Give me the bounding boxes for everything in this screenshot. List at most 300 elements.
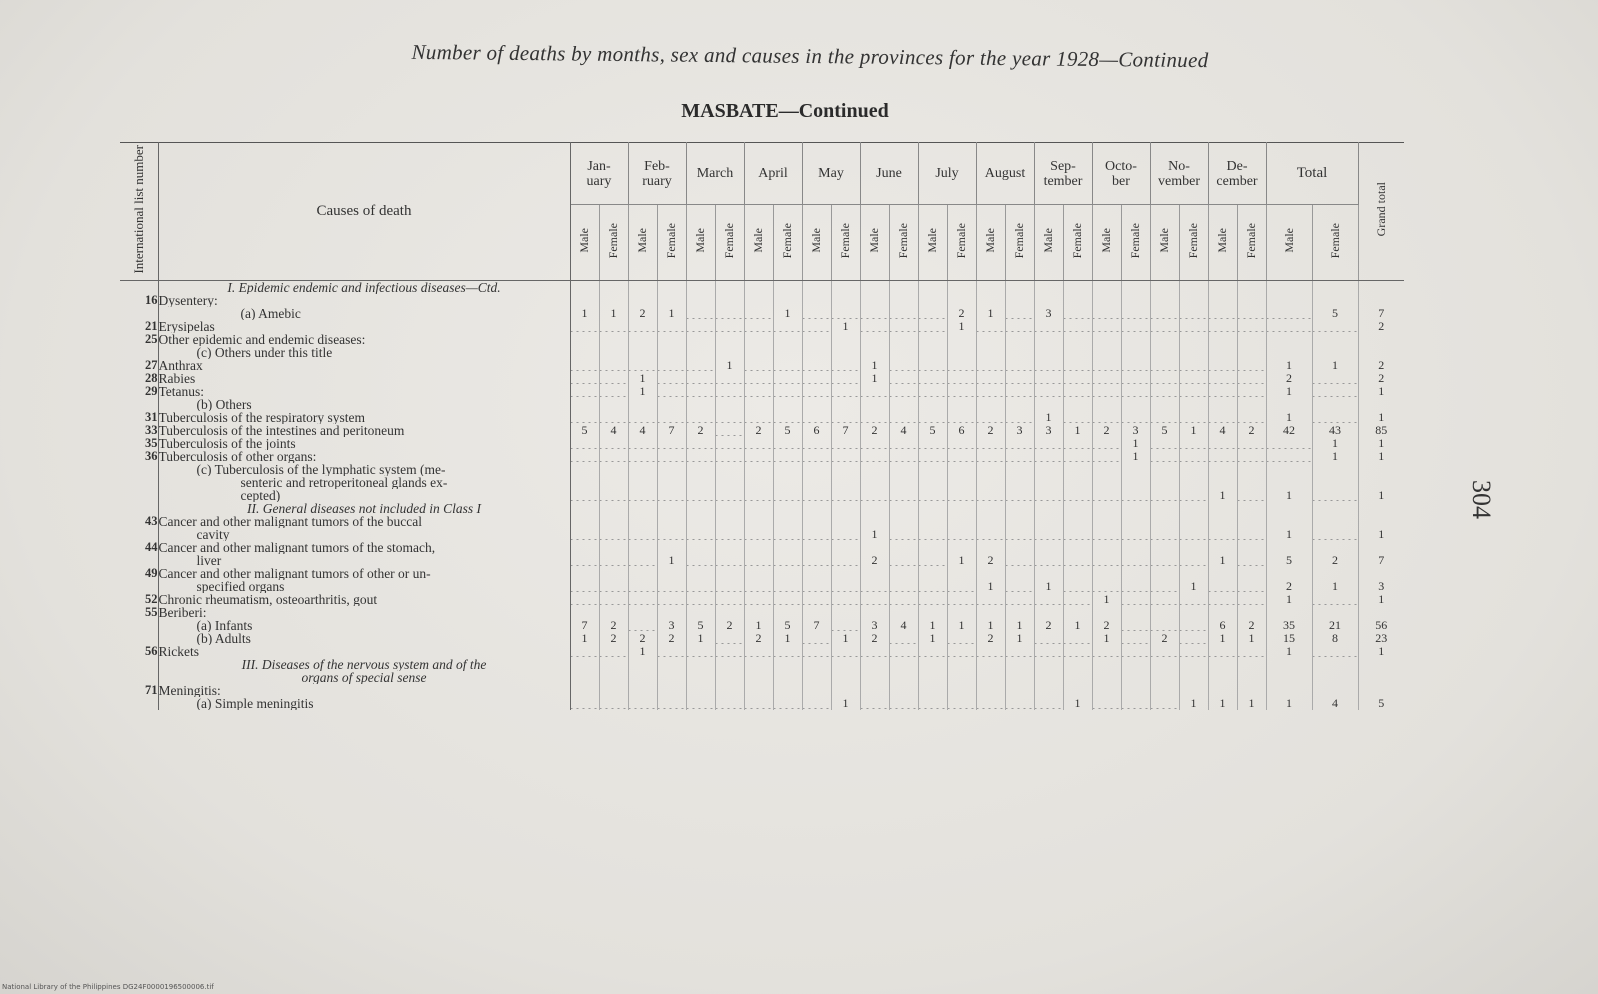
month-value — [1092, 515, 1121, 528]
month-value — [1005, 671, 1034, 684]
total-value: 2 — [1266, 372, 1312, 385]
month-value — [773, 437, 802, 450]
month-value — [918, 567, 947, 580]
month-value — [889, 476, 918, 489]
grand-total-value — [1358, 567, 1404, 580]
month-value: 4 — [599, 424, 628, 437]
month-value — [889, 528, 918, 541]
month-value — [1150, 567, 1179, 580]
month-value — [918, 580, 947, 593]
month-value — [570, 476, 599, 489]
month-value — [686, 294, 715, 307]
month-value — [1063, 411, 1092, 424]
month-value — [1179, 554, 1208, 567]
month-value — [976, 372, 1005, 385]
cause-name: liver — [158, 554, 570, 567]
month-value — [918, 476, 947, 489]
month-value: 2 — [1092, 424, 1121, 437]
month-value — [1179, 437, 1208, 450]
month-value — [976, 359, 1005, 372]
month-value — [860, 671, 889, 684]
month-value: 1 — [947, 554, 976, 567]
cause-name: senteric and retroperitoneal glands ex- — [158, 476, 570, 489]
header-female — [657, 205, 686, 281]
month-value — [1150, 281, 1179, 295]
month-value — [1179, 411, 1208, 424]
table-row — [120, 411, 1404, 424]
total-value: 1 — [1266, 359, 1312, 372]
month-value — [744, 359, 773, 372]
month-value — [1034, 567, 1063, 580]
header-male — [570, 205, 599, 281]
month-value — [715, 645, 744, 658]
month-value — [744, 333, 773, 346]
month-value — [802, 476, 831, 489]
total-value: 2 — [1312, 554, 1358, 567]
header-month: April — [744, 143, 802, 205]
month-value — [1063, 684, 1092, 697]
total-value: 1 — [1312, 580, 1358, 593]
month-value — [860, 567, 889, 580]
month-value — [802, 346, 831, 359]
month-value — [947, 437, 976, 450]
grand-total-value: 5 — [1378, 697, 1385, 710]
month-value — [773, 593, 802, 606]
cause-name: Other epidemic and endemic diseases: — [158, 333, 570, 346]
month-value — [1005, 346, 1034, 359]
page-number: 304 — [1467, 480, 1496, 519]
month-value — [570, 463, 599, 476]
month-value — [1005, 294, 1034, 307]
month-value — [715, 294, 744, 307]
month-value — [860, 502, 889, 515]
month-value — [947, 385, 976, 398]
month-value — [1208, 294, 1237, 307]
header-female — [599, 205, 628, 281]
month-value: 2 — [599, 632, 628, 645]
month-value — [686, 541, 715, 554]
month-value — [570, 385, 599, 398]
table-row — [120, 541, 1404, 554]
month-value — [570, 593, 599, 606]
month-value: 5 — [570, 424, 599, 437]
month-value — [831, 450, 860, 463]
month-value — [1092, 294, 1121, 307]
month-value — [1005, 697, 1034, 710]
month-value: 1 — [744, 619, 773, 632]
month-value — [1092, 437, 1121, 450]
month-value — [599, 489, 628, 502]
intl-list-number: 31 — [120, 411, 158, 424]
header-female — [889, 205, 918, 281]
month-value — [599, 294, 628, 307]
month-value — [947, 567, 976, 580]
month-value — [628, 541, 657, 554]
grand-total-value — [1358, 606, 1404, 619]
month-value: 1 — [860, 372, 889, 385]
month-value — [657, 528, 686, 541]
month-value — [1121, 697, 1150, 710]
grand-total-value: 2 — [1378, 320, 1385, 333]
month-value — [686, 684, 715, 697]
cause-name: Erysipelas — [158, 320, 570, 333]
month-value — [889, 489, 918, 502]
deaths-table — [120, 142, 1404, 710]
month-value — [686, 567, 715, 580]
month-value: 3 — [1121, 424, 1150, 437]
month-value — [1121, 619, 1150, 632]
month-value — [1150, 619, 1179, 632]
month-value — [1121, 541, 1150, 554]
month-value — [1237, 450, 1266, 463]
month-value: 4 — [889, 619, 918, 632]
month-value — [802, 684, 831, 697]
month-value — [1237, 645, 1266, 658]
month-value — [744, 489, 773, 502]
table-row — [120, 450, 1404, 463]
month-value: 1 — [1208, 632, 1237, 645]
month-value — [1179, 619, 1208, 632]
month-value — [657, 515, 686, 528]
month-value — [628, 671, 657, 684]
month-value: 2 — [1092, 619, 1121, 632]
header-month: May — [802, 143, 860, 205]
table-row — [120, 346, 1404, 359]
month-value — [715, 437, 744, 450]
intl-list-number: 36 — [120, 450, 158, 463]
month-value — [947, 372, 976, 385]
month-value — [1005, 645, 1034, 658]
month-value — [918, 333, 947, 346]
month-value — [686, 359, 715, 372]
month-value: 1 — [831, 697, 860, 710]
intl-list-number: 55 — [120, 606, 158, 619]
month-value — [570, 281, 599, 295]
month-value — [715, 424, 744, 437]
month-value — [570, 554, 599, 567]
cause-name: Dysentery: — [158, 294, 570, 307]
month-value — [686, 645, 715, 658]
month-value — [657, 684, 686, 697]
month-value — [1179, 567, 1208, 580]
header-female-label: Female — [664, 222, 678, 259]
month-value — [831, 515, 860, 528]
month-value — [657, 567, 686, 580]
total-value — [1312, 294, 1358, 307]
total-value — [1312, 606, 1358, 619]
intl-list-number: 71 — [120, 684, 158, 697]
header-female-label: Female — [1244, 222, 1258, 259]
month-value: 2 — [1034, 619, 1063, 632]
month-value — [570, 541, 599, 554]
grand-total-value: 3 — [1378, 580, 1385, 593]
month-value — [1092, 333, 1121, 346]
month-value — [570, 437, 599, 450]
month-value — [1005, 606, 1034, 619]
month-value — [1005, 515, 1034, 528]
month-value — [976, 671, 1005, 684]
month-value — [889, 411, 918, 424]
month-value — [889, 658, 918, 671]
month-value — [1150, 398, 1179, 411]
month-value — [1150, 541, 1179, 554]
month-value — [657, 502, 686, 515]
month-value — [831, 567, 860, 580]
intl-list-number: 35 — [120, 437, 158, 450]
month-value: 1 — [1179, 424, 1208, 437]
month-value — [1121, 502, 1150, 515]
month-value — [889, 450, 918, 463]
month-value — [1005, 476, 1034, 489]
month-value — [976, 528, 1005, 541]
month-value — [1179, 671, 1208, 684]
month-value — [1179, 593, 1208, 606]
month-value — [628, 450, 657, 463]
month-value — [657, 411, 686, 424]
cause-name: Tuberculosis of other organs: — [158, 450, 570, 463]
month-value — [1121, 476, 1150, 489]
month-value — [860, 541, 889, 554]
month-value — [1150, 645, 1179, 658]
month-value — [918, 398, 947, 411]
month-value — [1208, 541, 1237, 554]
intl-list-number — [120, 489, 158, 502]
month-value: 2 — [1237, 424, 1266, 437]
month-value — [1208, 281, 1237, 295]
total-value — [1312, 684, 1358, 697]
month-value — [599, 554, 628, 567]
month-value — [1208, 411, 1237, 424]
month-value — [947, 502, 976, 515]
month-value: 1 — [1063, 619, 1092, 632]
month-value — [744, 502, 773, 515]
month-value — [1237, 411, 1266, 424]
month-value — [1237, 528, 1266, 541]
month-value — [1005, 489, 1034, 502]
total-value — [1266, 463, 1312, 476]
month-value — [686, 385, 715, 398]
header-female-label: Female — [722, 222, 736, 259]
header-male — [918, 205, 947, 281]
month-value — [1005, 463, 1034, 476]
header-month: Octo- ber — [1092, 143, 1150, 205]
header-male-label: Male — [1041, 228, 1055, 253]
month-value — [860, 385, 889, 398]
month-value — [686, 606, 715, 619]
month-value — [1092, 411, 1121, 424]
month-value — [1121, 463, 1150, 476]
month-value — [1237, 281, 1266, 295]
header-month: No- vember — [1150, 143, 1208, 205]
month-value — [1063, 567, 1092, 580]
total-value: 15 — [1266, 632, 1312, 645]
month-value — [686, 307, 715, 320]
header-causes-of-death: Causes of death — [158, 143, 570, 281]
total-value — [1266, 398, 1312, 411]
month-value — [947, 515, 976, 528]
month-value — [1092, 541, 1121, 554]
month-value — [1063, 437, 1092, 450]
table-row — [120, 697, 1404, 710]
month-value — [802, 307, 831, 320]
month-value — [1092, 346, 1121, 359]
month-value — [947, 476, 976, 489]
month-value — [1179, 450, 1208, 463]
month-value — [744, 346, 773, 359]
month-value — [657, 450, 686, 463]
month-value — [773, 580, 802, 593]
month-value — [889, 554, 918, 567]
total-value — [1266, 281, 1312, 295]
month-value — [1237, 359, 1266, 372]
month-value — [1150, 489, 1179, 502]
month-value — [889, 385, 918, 398]
month-value — [889, 294, 918, 307]
month-value — [570, 398, 599, 411]
cause-name: (b) Others — [158, 398, 570, 411]
month-value — [628, 476, 657, 489]
section-row — [120, 671, 1404, 684]
month-value — [802, 294, 831, 307]
month-value — [976, 489, 1005, 502]
month-value — [831, 658, 860, 671]
month-value — [628, 567, 657, 580]
total-value — [1266, 450, 1312, 463]
month-value — [889, 502, 918, 515]
month-value: 1 — [628, 372, 657, 385]
intl-list-number — [120, 554, 158, 567]
month-value — [1208, 346, 1237, 359]
section-row — [120, 502, 1404, 515]
month-value — [599, 515, 628, 528]
month-value — [1063, 346, 1092, 359]
month-value — [1005, 567, 1034, 580]
month-value — [1121, 320, 1150, 333]
grand-total-value: 2 — [1378, 359, 1385, 372]
month-value — [802, 528, 831, 541]
grand-total-value: 7 — [1378, 307, 1385, 320]
month-value — [1150, 307, 1179, 320]
header-male — [1150, 205, 1179, 281]
month-value — [889, 580, 918, 593]
cause-name: Beriberi: — [158, 606, 570, 619]
month-value — [628, 580, 657, 593]
month-value — [860, 684, 889, 697]
month-value — [599, 450, 628, 463]
month-value: 5 — [918, 424, 947, 437]
month-value — [744, 307, 773, 320]
month-value — [1121, 398, 1150, 411]
header-male-label: Male — [983, 228, 997, 253]
section-heading: III. Diseases of the nervous system and of the — [158, 658, 570, 671]
month-value — [1121, 294, 1150, 307]
cause-name: (a) Simple meningitis — [158, 697, 570, 710]
month-value — [599, 697, 628, 710]
month-value — [889, 281, 918, 295]
month-value — [1150, 437, 1179, 450]
month-value — [657, 476, 686, 489]
month-value — [1150, 359, 1179, 372]
month-value — [1034, 697, 1063, 710]
total-value — [1266, 658, 1312, 671]
month-value: 1 — [628, 385, 657, 398]
month-value: 7 — [802, 619, 831, 632]
month-value — [976, 697, 1005, 710]
month-value — [802, 411, 831, 424]
month-value: 1 — [918, 619, 947, 632]
table-row — [120, 398, 1404, 411]
month-value — [860, 281, 889, 295]
month-value — [1179, 489, 1208, 502]
month-value — [686, 333, 715, 346]
month-value — [1121, 606, 1150, 619]
total-value — [1312, 346, 1358, 359]
month-value — [1005, 281, 1034, 295]
month-value — [1208, 593, 1237, 606]
month-value — [657, 346, 686, 359]
month-value — [947, 606, 976, 619]
grand-total-value — [1358, 333, 1404, 346]
month-value — [1034, 541, 1063, 554]
month-value: 2 — [686, 424, 715, 437]
cause-name: Meningitis: — [158, 684, 570, 697]
total-value: 43 — [1312, 424, 1358, 437]
month-value — [744, 320, 773, 333]
month-value — [1208, 437, 1237, 450]
month-value — [1150, 333, 1179, 346]
month-value — [1005, 593, 1034, 606]
month-value — [1005, 502, 1034, 515]
month-value — [773, 554, 802, 567]
month-value — [1005, 411, 1034, 424]
month-value — [686, 463, 715, 476]
month-value — [1034, 385, 1063, 398]
month-value — [744, 385, 773, 398]
month-value: 2 — [1237, 619, 1266, 632]
month-value — [744, 554, 773, 567]
month-value — [1150, 411, 1179, 424]
month-value — [831, 359, 860, 372]
month-value — [715, 385, 744, 398]
month-value — [599, 606, 628, 619]
month-value — [744, 411, 773, 424]
total-value — [1266, 515, 1312, 528]
month-value — [918, 645, 947, 658]
month-value — [1034, 671, 1063, 684]
month-value — [831, 346, 860, 359]
total-value: 1 — [1266, 697, 1312, 710]
month-value: 5 — [1150, 424, 1179, 437]
month-value — [1237, 671, 1266, 684]
total-value — [1266, 307, 1312, 320]
month-value — [1092, 489, 1121, 502]
header-male — [1092, 205, 1121, 281]
month-value — [657, 658, 686, 671]
intl-list-number — [120, 632, 158, 645]
month-value — [947, 671, 976, 684]
month-value — [889, 671, 918, 684]
month-value — [1208, 528, 1237, 541]
grand-total-value — [1358, 502, 1404, 515]
month-value — [1237, 294, 1266, 307]
month-value — [628, 528, 657, 541]
total-value — [1312, 671, 1358, 684]
month-value — [860, 515, 889, 528]
month-value — [860, 645, 889, 658]
month-value — [657, 333, 686, 346]
section-heading: II. General diseases not included in Class I — [158, 502, 570, 515]
month-value — [1034, 684, 1063, 697]
